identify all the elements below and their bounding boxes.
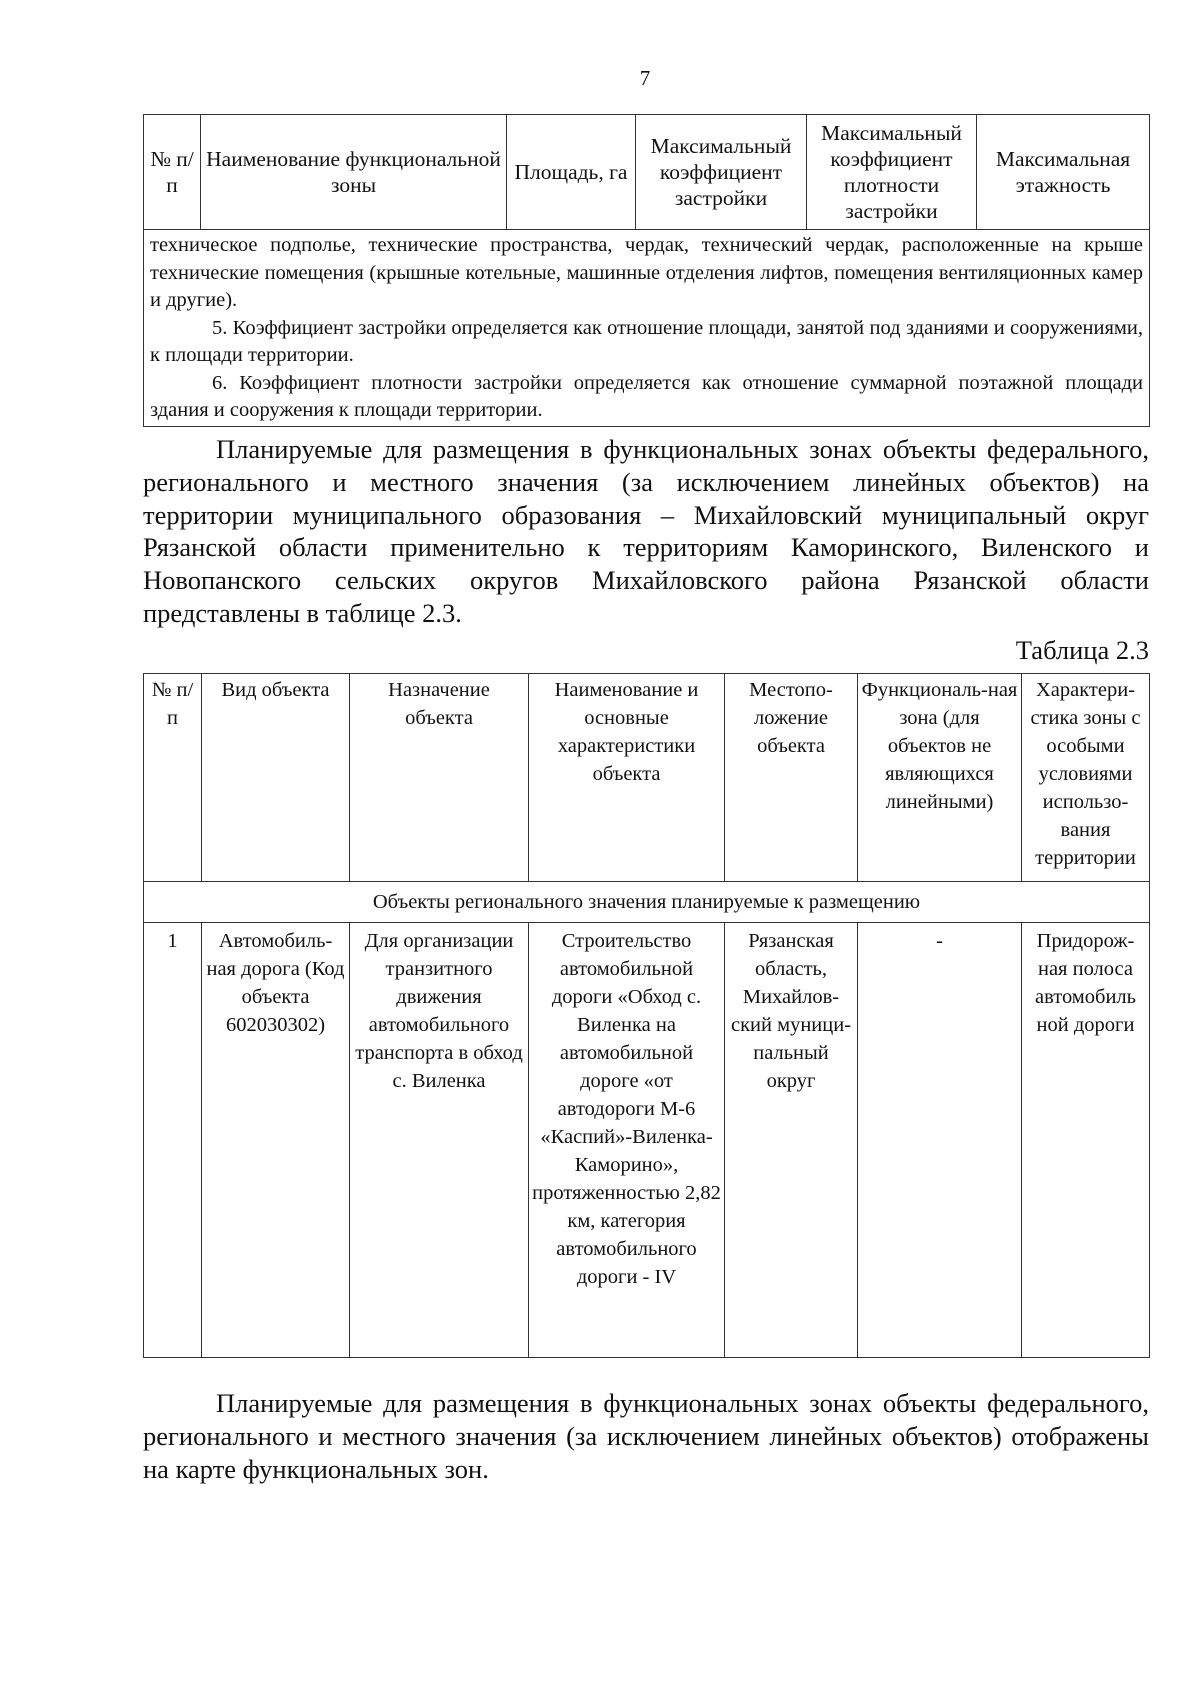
object-name: Строительство автомобильной дороги «Обход с. Виленка на автомобильной дороге «от автодороги М-6 «Каспий»-Виленка-Каморино», протяженностью 2,82 км, категория автомобильного дороги - IV <box>529 923 725 1358</box>
notes-cell <box>144 230 1150 427</box>
planned-objects-table <box>143 673 1150 1358</box>
object-location: Рязанская область, Михайлов-ский муници-пальный округ <box>725 923 858 1358</box>
object-type: Автомобиль-ная дорога (Код объекта 602030302) <box>202 923 350 1358</box>
header-cell: Вид объекта <box>202 674 350 882</box>
header-cell: Местопо-ложение объекта <box>725 674 858 882</box>
header-cell: Максимальный коэффициент плотности застройки <box>807 115 977 230</box>
functional-zones-table <box>143 114 1150 427</box>
section-title: Объекты регионального значения планируемые к размещению <box>144 882 1150 923</box>
body-paragraph-intro: Планируемые для размещения в функциональных зонах объекты федерального, регионального и местного значения (за исключением линейных объектов) на территории муниципального образования – Михайловский муниципальный округ Рязанской области применительно к территориям Каморинского, Виленского и Новопанского сельских округов Михайловского района Рязанской области представлены в таблице 2.3. <box>143 434 1149 628</box>
functional-zone: - <box>858 923 1022 1358</box>
header-cell: Функциональ-ная зона (для объектов не являющихся линейными) <box>858 674 1022 882</box>
header-cell: Характери-стика зоны с особыми условиями использо-вания территории <box>1022 674 1150 882</box>
header-cell: Наименование и основные характеристики объекта <box>529 674 725 882</box>
header-cell: Максимальная этажность <box>977 115 1150 230</box>
row-number: 1 <box>144 923 202 1358</box>
note-6: 6. Коэффициент плотности застройки определяется как отношение суммарной поэтажной площади здания и сооружения к площади территории. <box>150 371 1143 421</box>
note-continuation: техническое подполье, технические пространства, чердак, технический чердак, расположенные на крыше технические помещения (крышные котельные, машинные отделения лифтов, помещения вентиляционных камер и другие). <box>150 234 1143 311</box>
header-cell: Максимальный коэффициент застройки <box>636 115 807 230</box>
table-header-row <box>144 674 1150 882</box>
header-cell: Назначение объекта <box>350 674 529 882</box>
header-cell: № п/п <box>144 115 201 230</box>
header-cell: № п/п <box>144 674 202 882</box>
note-5: 5. Коэффициент застройки определяется как отношение площади, занятой под зданиями и сооружениями, к площади территории. <box>150 316 1143 366</box>
body-paragraph-closing: Планируемые для размещения в функциональных зонах объекты федерального, регионального и местного значения (за исключением линейных объектов) отображены на карте функциональных зон. <box>143 1388 1149 1484</box>
table-header-row <box>144 115 1150 230</box>
table-section-row <box>144 882 1150 923</box>
table-row <box>144 923 1150 1358</box>
table-caption: Таблица 2.3 <box>1015 635 1149 665</box>
header-cell: Наименование функциональной зоны <box>201 115 507 230</box>
table-notes-row <box>144 230 1150 427</box>
header-cell: Площадь, га <box>507 115 636 230</box>
page-number: 7 <box>639 66 651 90</box>
object-purpose: Для организации транзитного движения автомобильного транспорта в обход с. Виленка <box>350 923 529 1358</box>
special-zone: Придорож-ная полоса автомобиль ной дороги <box>1022 923 1150 1358</box>
